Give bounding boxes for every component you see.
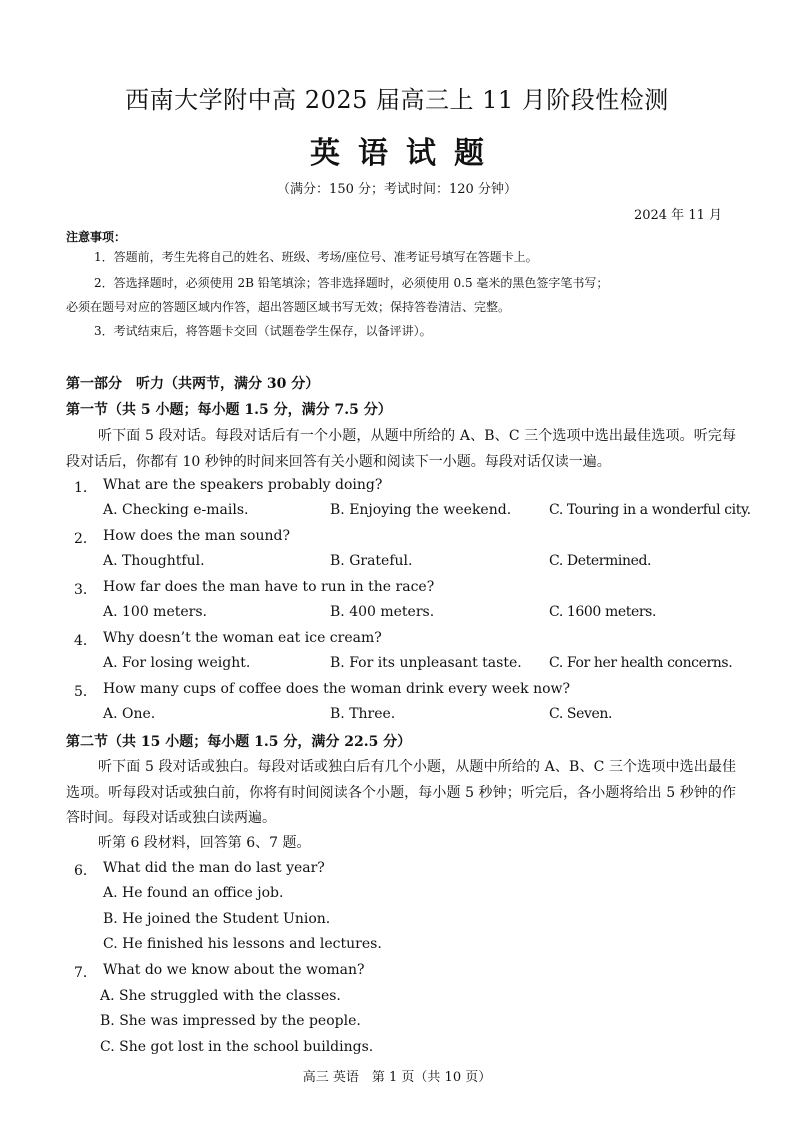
option-a: A. Checking e-mails. — [103, 502, 249, 518]
question-number: 1． — [74, 480, 97, 496]
exam-title: 西南大学附中高 2025 届高三上 11 月阶段性检测 — [125, 86, 669, 114]
question-number: 7． — [74, 965, 97, 981]
option-c: C. For her health concerns. — [549, 655, 733, 671]
option-c: C. Determined. — [549, 553, 652, 569]
question-text: What do we know about the woman? — [103, 962, 365, 978]
question-number: 3． — [74, 582, 97, 598]
question-number: 4． — [74, 633, 97, 649]
option-a: A. Thoughtful. — [103, 553, 205, 569]
question-text: How far does the man have to run in the race? — [103, 579, 435, 595]
option-a: A. One. — [103, 706, 156, 722]
notice-item: 3．考试结束后，将答题卡交回（试题卷学生保存，以备评讲）。 — [94, 324, 432, 338]
notice-title: 注意事项： — [66, 230, 127, 244]
option-c: C. 1600 meters. — [549, 604, 656, 620]
question-number: 5． — [74, 684, 97, 700]
question-text: Why doesn’t the woman eat ice cream? — [103, 630, 382, 646]
option-b: B. 400 meters. — [330, 604, 435, 620]
option-a: A. He found an office job. — [103, 885, 284, 901]
exam-date: 2024 年 11 月 — [633, 208, 722, 223]
option-a: A. She struggled with the classes. — [100, 988, 341, 1004]
notice-item: 1．答题前，考生先将自己的姓名、班级、考场/座位号、准考证号填写在答题卡上。 — [94, 250, 538, 264]
subject-title: 英语试题 — [310, 136, 502, 171]
question-text: What are the speakers probably doing? — [103, 477, 383, 493]
page-footer: 高三 英语 第 1 页（共 10 页） — [302, 1070, 492, 1085]
section2-instructions: 听下面 5 段对话或独白。每段对话或独白后有几个小题，从题中所给的 A、B、C 三个选项中选出最佳选项。听每段对话或独白前，你将有时间阅读各个小题，每小题 5 秒钟；听完后，各小题将给出 5 秒钟的作答时间。每段对话或独白读两遍。 — [66, 759, 736, 826]
exam-meta: （满分：150 分；考试时间：120 分钟） — [277, 182, 517, 197]
material-note: 听第 6 段材料，回答第 6、7 题。 — [98, 835, 311, 851]
part1-heading: 第一部分 听力（共两节，满分 30 分） — [66, 376, 320, 392]
notice-item: 必须在题号对应的答题区域内作答，超出答题区域书写无效；保持答卷清洁、完整。 — [66, 300, 511, 314]
notice-item: 2．答选择题时，必须使用 2B 铅笔填涂；答非选择题时，必须使用 0.5 毫米的黑色签字笔书写； — [94, 276, 609, 290]
question-number: 6． — [74, 863, 97, 879]
option-b: B. He joined the Student Union. — [103, 911, 331, 927]
option-c: C. Touring in a wonderful city. — [549, 502, 751, 518]
option-b: B. For its unpleasant taste. — [330, 655, 522, 671]
option-b: B. Three. — [330, 706, 396, 722]
option-c: C. She got lost in the school buildings. — [100, 1039, 374, 1055]
option-c: C. Seven. — [549, 706, 613, 722]
question-text: How does the man sound? — [103, 528, 290, 544]
question-text: How many cups of coffee does the woman drink every week now? — [103, 681, 571, 697]
option-b: B. Enjoying the weekend. — [330, 502, 512, 518]
option-b: B. She was impressed by the people. — [100, 1013, 361, 1029]
option-b: B. Grateful. — [330, 553, 413, 569]
section2-heading: 第二节（共 15 小题；每小题 1.5 分，满分 22.5 分） — [66, 734, 412, 750]
option-c: C. He finished his lessons and lectures. — [103, 936, 382, 952]
option-a: A. For losing weight. — [103, 655, 251, 671]
question-number: 2． — [74, 531, 97, 547]
section1-instructions: 听下面 5 段对话。每段对话后有一个小题，从题中所给的 A、B、C 三个选项中选出最佳选项。听完每段对话后，你都有 10 秒钟的时间来回答有关小题和阅读下一小题。每段对话仅读一遍。 — [66, 428, 736, 470]
option-a: A. 100 meters. — [103, 604, 207, 620]
section1-heading: 第一节（共 5 小题；每小题 1.5 分，满分 7.5 分） — [66, 402, 392, 418]
question-text: What did the man do last year? — [103, 860, 325, 876]
